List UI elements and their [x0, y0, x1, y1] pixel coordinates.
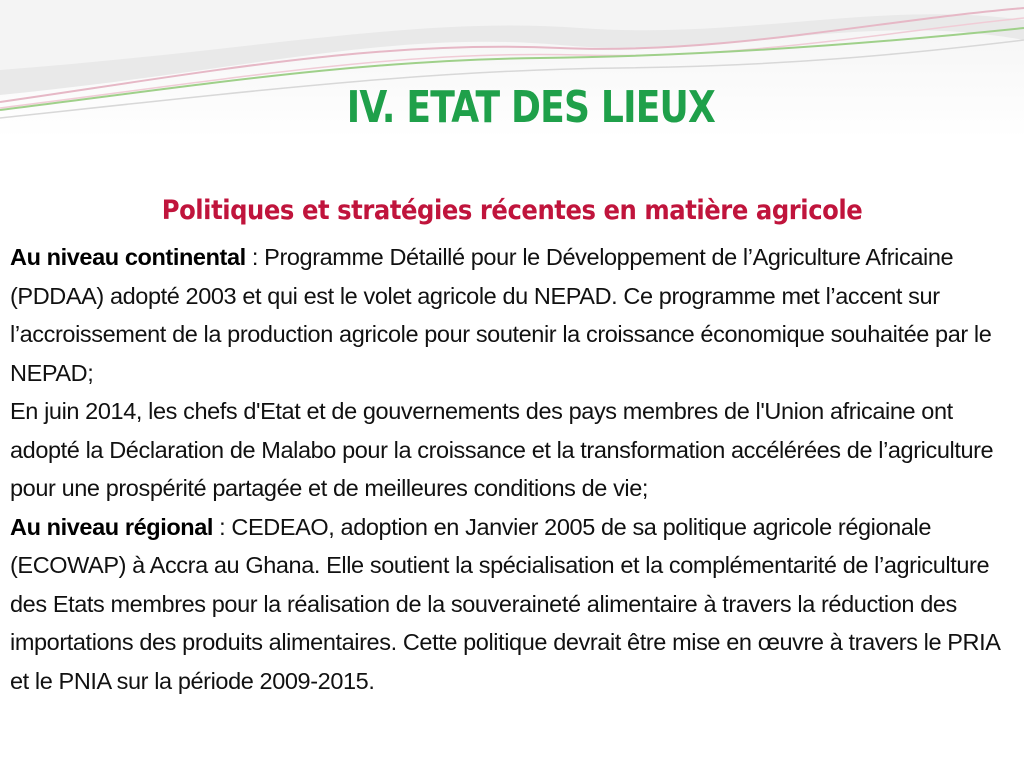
label-regional: Au niveau régional — [10, 513, 214, 540]
label-continental: Au niveau continental — [10, 244, 246, 270]
slide-body — [10, 238, 1014, 700]
text-continental: : Programme Détaillé pour le Développement de l’Agriculture Africaine (PDDAA) adopté 2003 et qui est le volet agricole du NEPAD. Ce programme met l’accent sur l’accroissement de la production agricole pour soutenir la croissance économique souhaitée par le NEPAD; — [10, 244, 992, 386]
text-malabo: En juin 2014, les chefs d'Etat et de gouvernements des pays membres de l'Union africaine ont adopté la Déclaration de Malabo pour la croissance et la transformation accélérées de l’agriculture pour une prospérité partagée et de meilleures conditions de vie; — [10, 398, 994, 501]
paragraph-malabo — [10, 392, 1014, 508]
paragraph-regional — [10, 508, 1014, 701]
paragraph-continental — [10, 238, 1014, 392]
slide-title: IV. ETAT DES LIEUX — [346, 82, 716, 133]
text-regional: : CEDEAO, adoption en Janvier 2005 de sa politique agricole régionale (ECOWAP) à Accra au Ghana. Elle soutient la spécialisation et la complémentarité de l’agriculture des Etats membres pour la réalisation de la souveraineté alimentaire à travers la réduction des importations des produits alimentaires. Cette politique devrait être mise en œuvre à travers le PRIA et le PNIA sur la période 2009-2015. — [10, 513, 1000, 694]
slide-subtitle: Politiques et stratégies récentes en matière agricole — [161, 195, 863, 226]
